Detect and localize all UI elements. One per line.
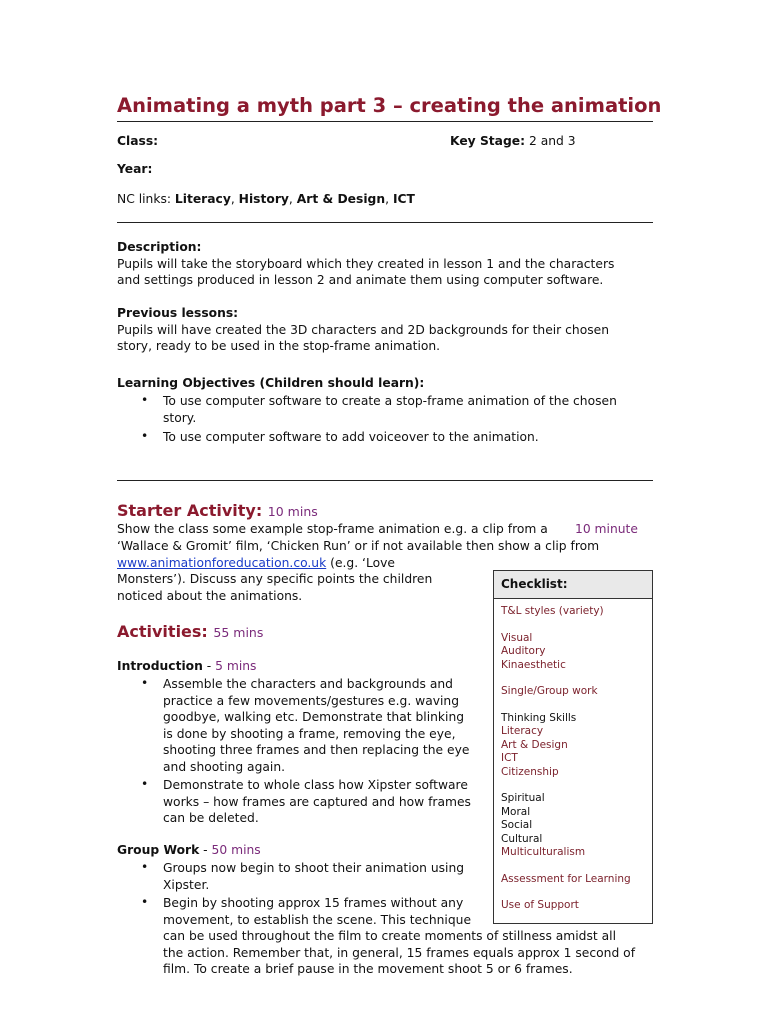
animation-for-education-link[interactable]: www.animationforeducation.co.uk	[117, 556, 327, 570]
nc-links: NC links: Literacy, History, Art & Design, ICT	[117, 192, 415, 206]
checklist-item: Thinking Skills	[501, 711, 577, 724]
checklist-item: Cultural	[501, 832, 543, 845]
description-line: Pupils will take the storyboard which they created in lesson 1 and the characters	[117, 256, 615, 271]
list-item: • Groups now begin to shoot their animation using Xipster.	[141, 860, 465, 892]
starter-line: noticed about the animations.	[117, 589, 303, 603]
description-section	[117, 239, 614, 289]
objectives-list	[141, 393, 617, 446]
checklist-item: Single/Group work	[501, 685, 598, 697]
objectives-divider	[117, 480, 653, 481]
introduction-mins: 5 mins	[215, 659, 257, 673]
checklist-item: Visual	[501, 631, 533, 644]
starter-line: www.animationforeducation.co.uk (e.g. ‘Love	[117, 556, 395, 570]
bullet-icon: •	[141, 429, 149, 443]
activities-mins: 55 mins	[213, 625, 264, 640]
checklist-item: Assessment for Learning	[501, 872, 631, 885]
year-field	[117, 161, 152, 178]
list-item: • Assemble the characters and backgrounds and practice a few movements/gestures e.g. waving goodbye, walking etc. Demonstrate that blinking is done by shooting a frame, removing the eye, shooting three frames and then replacing the eye and shooting again.	[141, 676, 470, 774]
starter-line: ‘Wallace & Gromit’ film, ‘Chicken Run’ or if not available then show a clip from	[117, 539, 600, 553]
checklist-item: ICT	[501, 752, 518, 764]
class-field	[117, 133, 158, 150]
meta-divider	[117, 222, 653, 223]
year-label: Year:	[117, 162, 153, 176]
bullet-icon: •	[141, 860, 149, 874]
starter-line: Show the class some example stop-frame animation e.g. a clip from a	[117, 522, 548, 536]
introduction-heading: Introduction - 5 mins	[117, 659, 257, 673]
starter-margin-note: 10 minute	[575, 522, 638, 536]
list-item: • To use computer software to create a stop-frame animation of the chosen story.	[141, 393, 617, 425]
key-stage-label: Key Stage:	[450, 134, 526, 148]
key-stage-value: 2 and 3	[525, 134, 576, 148]
nc-links-label: NC links:	[117, 192, 175, 206]
checklist-item: Moral	[501, 805, 531, 818]
introduction-list	[141, 676, 471, 827]
previous-lessons-section	[117, 305, 609, 355]
starter-mins: 10 mins	[267, 504, 318, 519]
checklist-box	[493, 570, 653, 924]
class-label: Class:	[117, 134, 159, 148]
description-line: and settings produced in lesson 2 and animate them using computer software.	[117, 273, 604, 287]
checklist-item: Auditory	[501, 645, 546, 657]
page-title: Animating a myth part 3 – creating the animation	[117, 94, 662, 117]
previous-line: story, ready to be used in the stop-frame animation.	[117, 339, 441, 353]
starter-heading: Starter Activity: 10 mins	[117, 501, 318, 520]
nc-link-art-design: Art & Design	[296, 192, 386, 206]
nc-link-history: History	[238, 192, 289, 206]
starter-line: Monsters’). Discuss any specific points the children	[117, 572, 433, 586]
bullet-icon: •	[141, 676, 149, 690]
list-item: • Demonstrate to whole class how Xipster software works – how frames are captured and how frames can be deleted.	[141, 777, 471, 825]
activities-heading: Activities: 55 mins	[117, 622, 264, 641]
group-work-mins: 50 mins	[211, 843, 261, 857]
bullet-icon: •	[141, 895, 149, 909]
list-item: • To use computer software to add voiceover to the animation.	[141, 429, 539, 444]
objectives-heading: Learning Objectives (Children should learn):	[117, 376, 425, 390]
previous-line: Pupils will have created the 3D characters and 2D backgrounds for their chosen	[117, 322, 609, 337]
checklist-item: Multiculturalism	[501, 846, 586, 858]
checklist-item: Social	[501, 819, 533, 831]
checklist-item: Citizenship	[501, 765, 559, 778]
checklist-item: Use of Support	[501, 899, 579, 911]
checklist-item: Kinaesthetic	[501, 658, 566, 671]
description-heading: Description:	[117, 240, 202, 254]
bullet-icon: •	[141, 777, 149, 791]
checklist-heading: Checklist:	[494, 571, 652, 599]
checklist-tl-styles: T&L styles (variety)	[501, 605, 604, 617]
group-work-heading: Group Work - 50 mins	[117, 843, 261, 857]
key-stage-field	[450, 133, 576, 150]
title-divider	[117, 121, 653, 122]
nc-link-literacy: Literacy	[174, 192, 231, 206]
nc-link-ict: ICT	[392, 192, 415, 206]
checklist-item: Spiritual	[501, 792, 545, 804]
list-item: • Begin by shooting approx 15 frames without any movement, to establish the scene. This technique can be used throughout the film to create moments of stillness amidst all the action. Remember that, in general, 15 frames equals approx 1 second of film. To create a brief pause in the movement shoot 5 or 6 frames.	[141, 895, 636, 976]
checklist-item: Literacy	[501, 725, 544, 737]
bullet-icon: •	[141, 393, 149, 407]
checklist-item: Art & Design	[501, 738, 568, 751]
objectives-section	[117, 375, 424, 392]
previous-heading: Previous lessons:	[117, 306, 239, 320]
